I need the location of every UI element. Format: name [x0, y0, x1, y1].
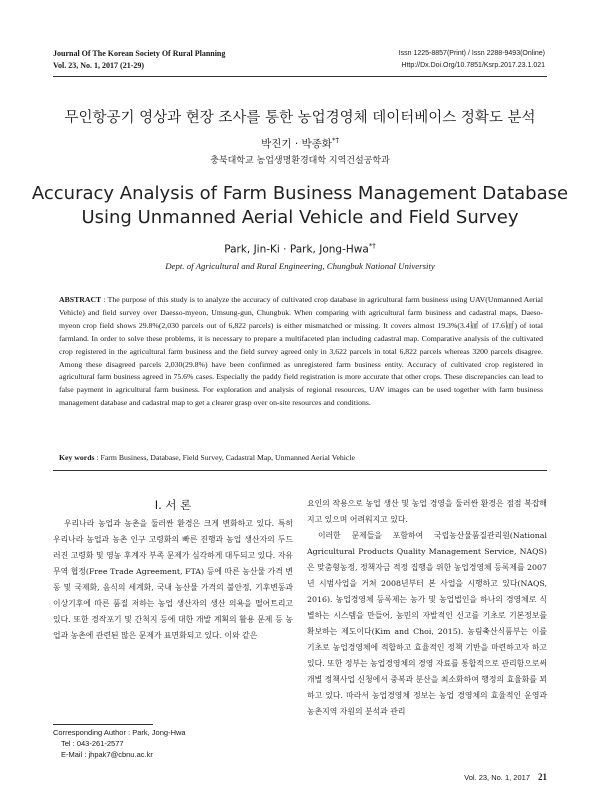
author-email[interactable]: E-Mail : jhpak7@cbnu.ac.kr	[61, 750, 153, 759]
keywords-text: : Farm Business, Database, Field Survey, Cadastral Map, Unmanned Aerial Vehicle	[96, 453, 355, 462]
keywords-rule	[53, 470, 547, 471]
keywords	[59, 452, 543, 464]
page-number: 21	[538, 772, 547, 782]
english-authors	[0, 242, 600, 256]
doi-link[interactable]: Http://Dx.Doi.Org/10.7851/Ksrp.2017.23.1.021	[401, 62, 545, 69]
korean-authors	[0, 136, 600, 151]
abstract-text: : The purpose of this study is to analyze the accuracy of cultivated crop database in agricultural farm business using UAV(Unmanned Aerial Vehicle) and field survey over Daesso-myeon, Umsung-gun, Chungbuk. When comparing with agricultural farm business and cadastral maps, Daeso-myeon crop field shows 29.8%(2,030 parcels out of 6,822 parcels) is either mismatched or missing. It covers almost 19.3%(3.4㎢ of 17.6㎢) of total farmland. In order to solve these problems, it is necessary to prepare a multifaceted plan including cadastral map. Comparative analysis of the cultivated crop registered in the agricultural farm business and the field survey agreed only in 3,622 parcels in total 6,822 parcels whereas 3200 parcels disagree. Among these disagreed parcels 2,030(29.8%) have been confirmed as unregistered farm business entity. Accuracy of cultivated crop registered in agricultural farm business agreed in 75.6% cases. Especially the paddy field registration is more accurate that other crops. These discrepancies can lead to false payment in agricultural farm business. For exploration and analysis of regional resources, UAV images can be used together with farm business management database and cadastral map to get a clearer grasp over on-site resources and conditions.	[59, 295, 543, 408]
english-affiliation: Dept. of Agricultural and Rural Engineering, Chungbuk National University	[165, 261, 435, 271]
corresponding-author-footnote	[53, 727, 186, 760]
english-author-names: Park, Jin-Ki · Park, Jong-Hwa	[224, 243, 369, 256]
body-column-right	[307, 496, 547, 720]
footnote-rule	[53, 724, 153, 725]
body-paragraph: 요인의 작용으로 농업 생산 및 농업 경영을 둘러싼 환경은 점점 복잡해지고 있으며 어려워지고 있다.	[307, 499, 547, 524]
header-rule	[53, 76, 547, 77]
keywords-label: Key words	[59, 453, 95, 462]
abstract-label: ABSTRACT	[59, 295, 102, 304]
corresponding-author: Corresponding Author : Park, Jong-Hwa	[53, 728, 186, 737]
journal-header	[53, 48, 225, 72]
footer-volume: Vol. 23, No. 1, 2017	[464, 773, 530, 782]
body-paragraph: 이러한 문제들을 포함하여 국립농산물품질관리원(National Agricultural Products Quality Management Service, NAQS)은 맞춤형농정, 정책자금 적정 집행을 위한 농업경영체 등록제를 2007년 시범사업을 거쳐 2008년부터 본 사업을 시행하고 있다(NAQS, 2016). 농업경영체 등록제는 농가 및 농업법인을 하나의 경영체로 식별하는 시스템을 만들어, 농민의 자발적인 신고를 기초로 기본정보를 확보하는 제도이다(Kim and Choi, 2015). 농림축산식품부는 이를 기초로 농업경영체에 적합하고 효율적인 정책 기반을 마련하고자 하고 있다. 또한 정부는 농업경영체의 경영 자료를 통합적으로 관리함으로써 개별 정책사업 신청에서 중복과 분산을 최소화하여 행정의 효율화를 꾀하고 있다. 따라서 농업경영체 정보는 농업 경영체의 효율적인 운영과 농촌지역 자원의 분석과 관리	[307, 531, 547, 716]
english-title	[0, 182, 600, 230]
issn-block	[399, 48, 545, 72]
abstract	[59, 294, 543, 410]
journal-volume: Vol. 23, No. 1, 2017 (21-29)	[53, 61, 145, 70]
english-title-line1: Accuracy Analysis of Farm Business Management Database	[31, 183, 569, 204]
body-column-left	[53, 516, 293, 644]
issn-line: Issn 1225-8857(Print) / Issn 2288-9493(Online)	[398, 50, 545, 57]
section-title: Ⅰ. 서 론	[154, 498, 192, 512]
author-tel: Tel : 043-261-2577	[61, 739, 124, 748]
english-author-mark: *†	[368, 242, 376, 250]
korean-title: 무인항공기 영상과 현장 조사를 통한 농업경영체 데이터베이스 정확도 분석	[64, 110, 536, 126]
journal-name: Journal Of The Korean Society Of Rural Planning	[53, 49, 226, 58]
english-title-line2: Using Unmanned Aerial Vehicle and Field Survey	[81, 207, 519, 228]
body-paragraph: 우리나라 농업과 농촌을 둘러싼 환경은 크게 변화하고 있다. 특히 우리나라 농업과 농촌 인구 고령화의 빠른 진행과 농업 생산자의 두드러진 고령화 및 영농 후계자 부족 문제가 심각하게 대두되고 있다. 자유 무역 협정(Free Trade Agreement, FTA) 등에 따른 농산물 가격 변동 및 국제화, 음식의 세계화, 국내 농산물 가격의 불안정, 기후변동과 이상기후에 따른 품질 저하는 농업 생산자의 생산 의욕을 떨어트리고 있다. 또한 경작포기 및 간척지 등에 대한 개발 계획의 활용 문제 등 농업과 농촌에 관련된 많은 문제가 표면화되고 있다. 이와 같은	[53, 519, 293, 640]
korean-affiliation: 충북대학교 농업생명환경대학 지역건설공학과	[210, 156, 390, 166]
page-footer	[464, 772, 547, 782]
korean-author-names: 박진기 · 박종화	[261, 138, 332, 150]
author-mark: *†	[331, 136, 339, 145]
